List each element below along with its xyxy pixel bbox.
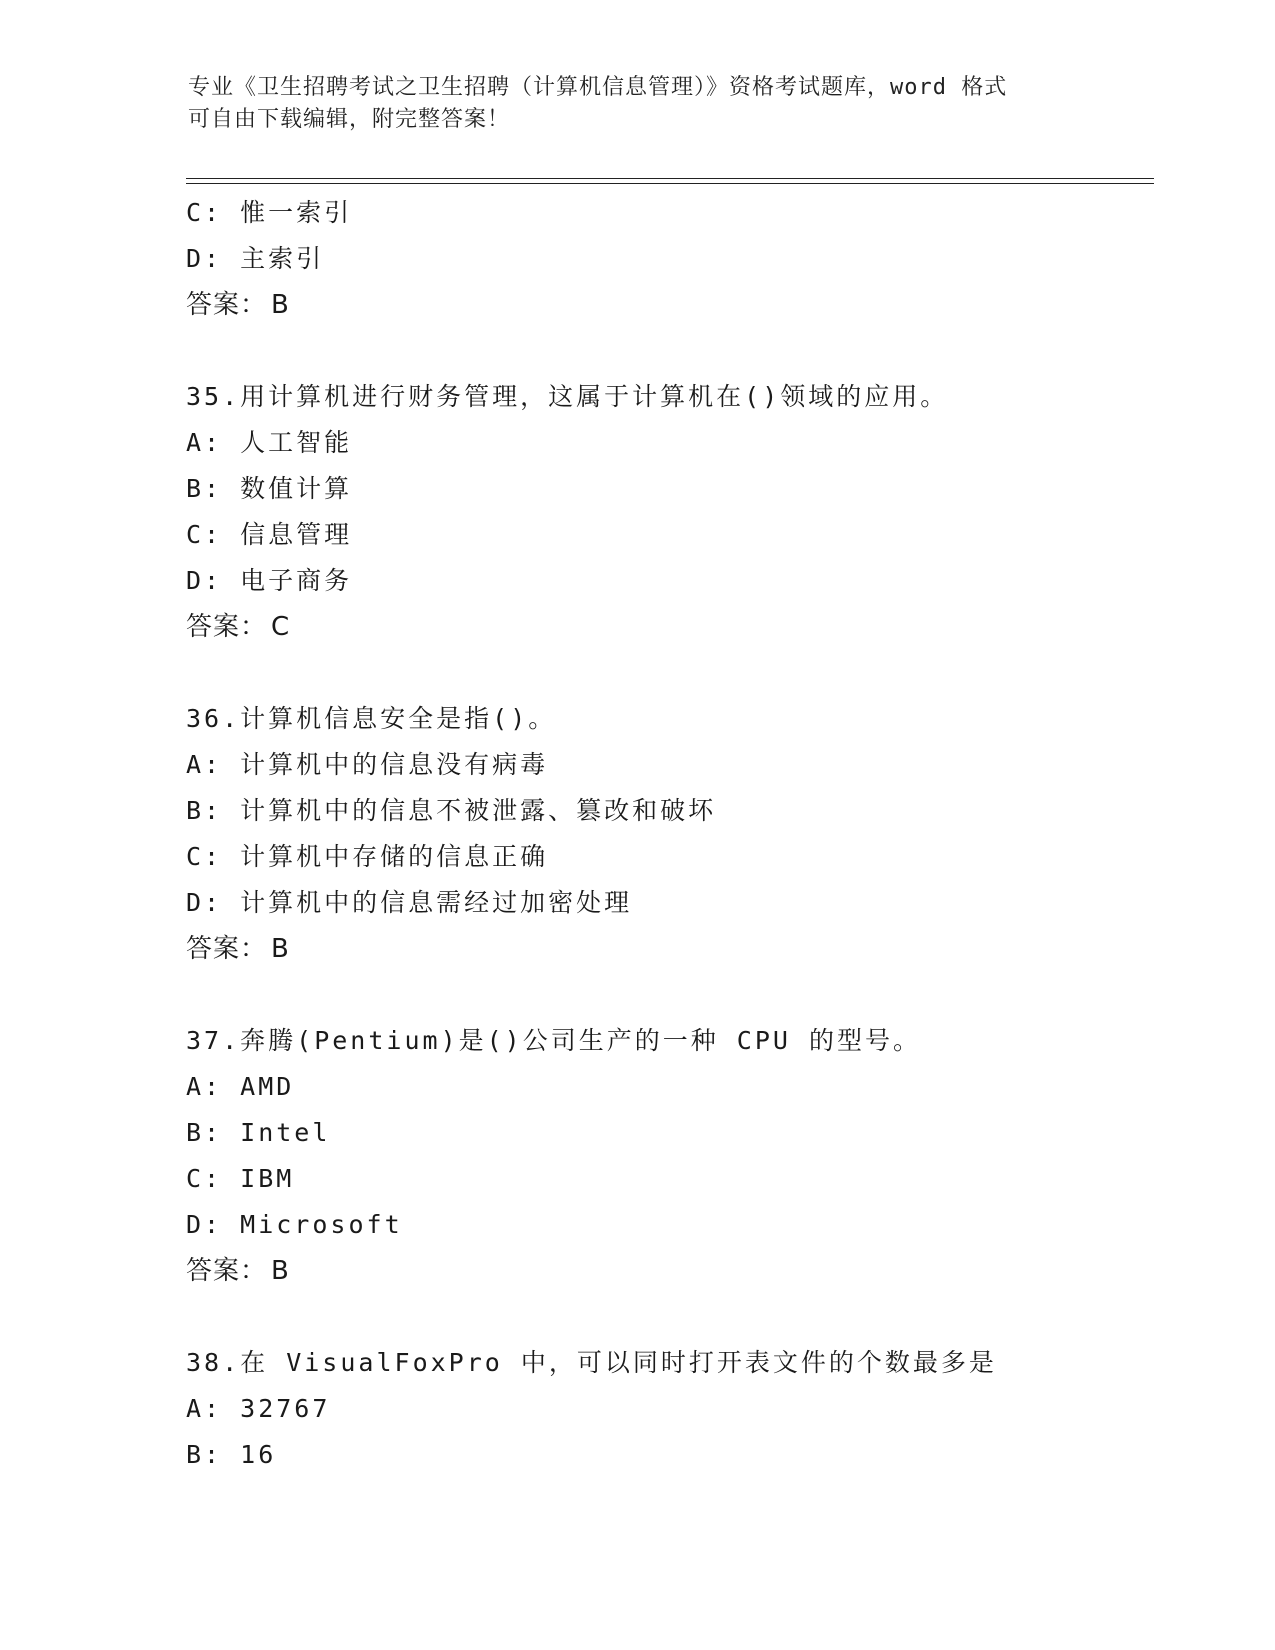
question-34-partial (186, 190, 1146, 328)
option-a: A: 32767 (186, 1394, 331, 1423)
option-b: B: 16 (186, 1440, 277, 1469)
answer-label: 答案： (186, 612, 268, 642)
question-36 (186, 696, 1146, 972)
header-divider-top (186, 178, 1154, 179)
option-d: D: 计算机中的信息需经过加密处理 (186, 888, 633, 917)
answer-value: B (271, 934, 290, 964)
option-d: D: 电子商务 (186, 566, 353, 595)
answer-label: 答案： (186, 1256, 268, 1286)
option-d: D: 主索引 (186, 244, 325, 273)
question-stem: 36.计算机信息安全是指()。 (186, 704, 557, 733)
option-c: C: 计算机中存储的信息正确 (186, 842, 549, 871)
answer-line (186, 926, 1146, 972)
header-divider-bottom (186, 183, 1154, 184)
question-stem: 38.在 VisualFoxPro 中，可以同时打开表文件的个数最多是 (186, 1348, 997, 1377)
document-header (188, 72, 1088, 136)
answer-line (186, 282, 1146, 328)
question-list (186, 190, 1146, 1478)
option-d: D: Microsoft (186, 1210, 403, 1239)
answer-value: C (271, 612, 291, 642)
question-stem: 37.奔腾(Pentium)是()公司生产的一种 CPU 的型号。 (186, 1026, 921, 1055)
header-line-2: 可自由下载编辑，附完整答案！ (188, 107, 511, 132)
option-c: C: 信息管理 (186, 520, 353, 549)
question-37 (186, 1018, 1146, 1294)
answer-value: B (271, 1256, 290, 1286)
option-c: C: IBM (186, 1164, 295, 1193)
option-b: B: 数值计算 (186, 474, 353, 503)
option-a: A: 人工智能 (186, 428, 353, 457)
answer-line (186, 1248, 1146, 1294)
header-line-1: 专业《卫生招聘考试之卫生招聘（计算机信息管理）》资格考试题库，word 格式 (188, 75, 1008, 100)
question-38 (186, 1340, 1146, 1478)
question-stem: 35.用计算机进行财务管理，这属于计算机在()领域的应用。 (186, 382, 949, 411)
answer-label: 答案： (186, 290, 268, 320)
option-a: A: 计算机中的信息没有病毒 (186, 750, 549, 779)
answer-label: 答案： (186, 934, 268, 964)
question-35 (186, 374, 1146, 650)
option-b: B: Intel (186, 1118, 331, 1147)
answer-value: B (271, 290, 290, 320)
option-c: C: 惟一索引 (186, 198, 353, 227)
option-b: B: 计算机中的信息不被泄露、篡改和破坏 (186, 796, 717, 825)
answer-line (186, 604, 1146, 650)
option-a: A: AMD (186, 1072, 295, 1101)
